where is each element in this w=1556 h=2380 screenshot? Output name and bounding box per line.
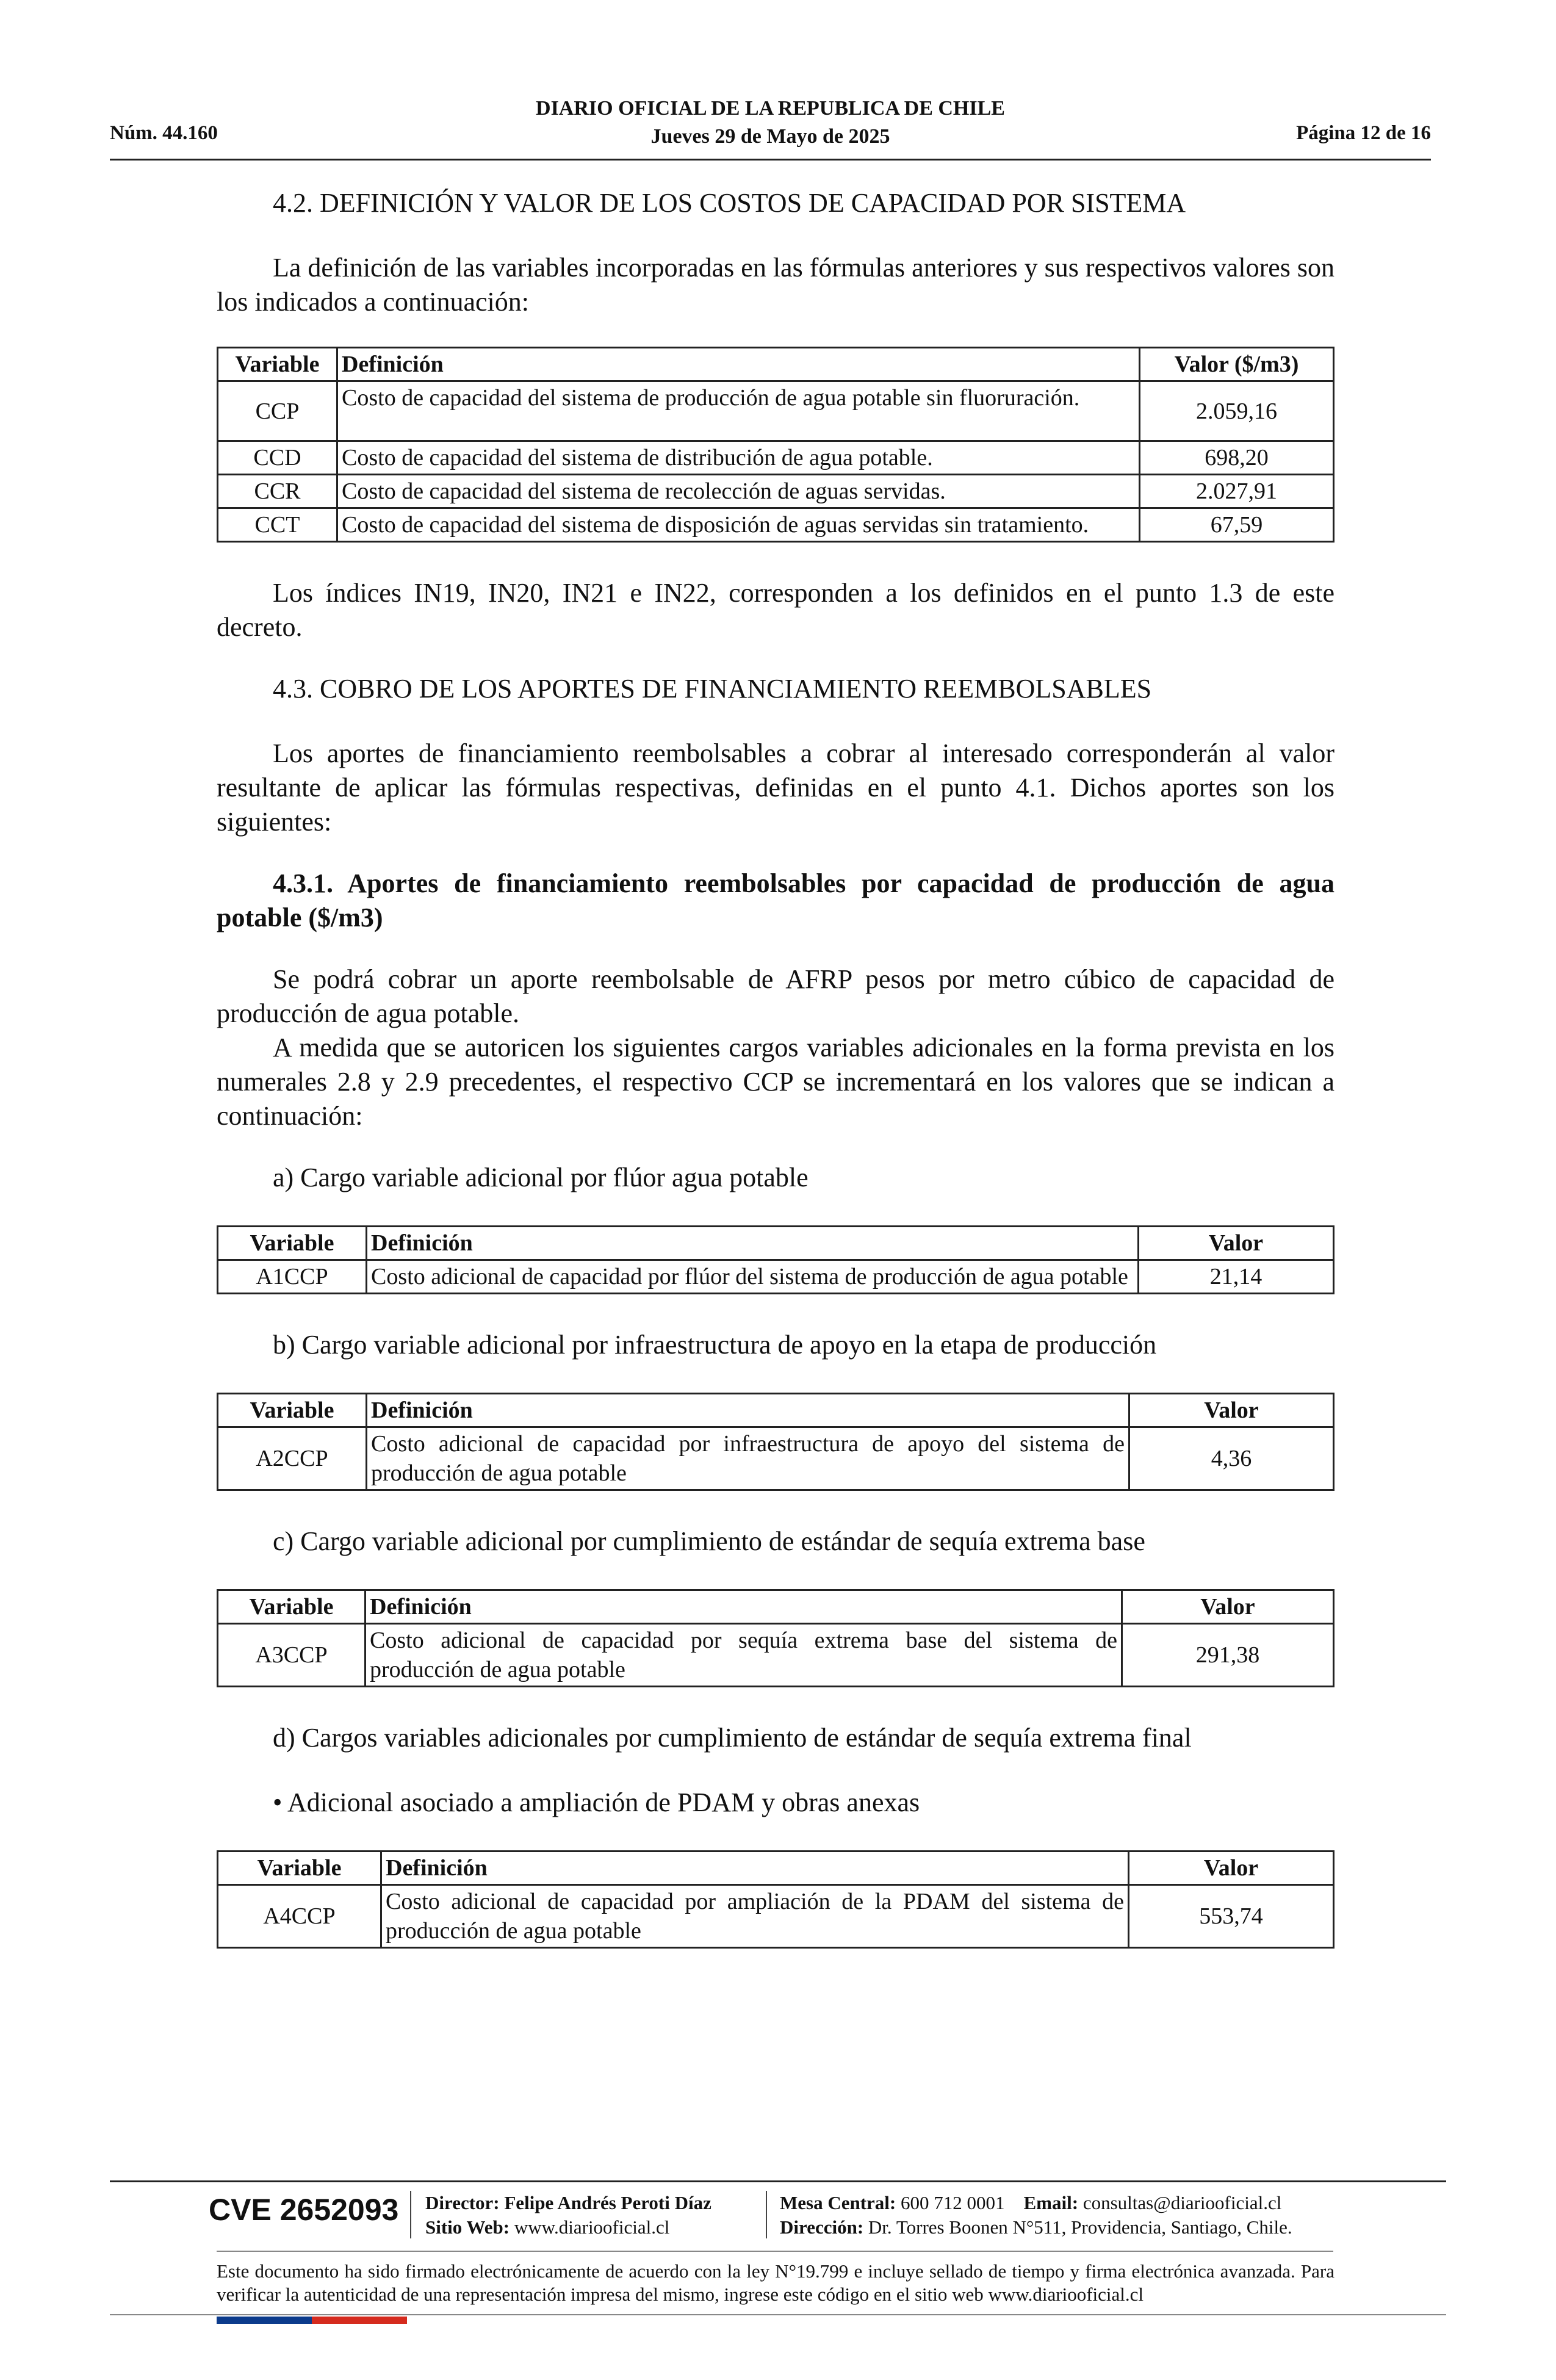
cell-value: 21,14 [1139,1260,1334,1294]
page-number: Página 12 de 16 [1296,122,1431,144]
page-header [110,95,1431,160]
cell-value: 67,59 [1140,508,1334,542]
a4ccp-table [217,1850,1334,1949]
col-value: Valor [1122,1590,1334,1624]
col-value: Valor [1139,1227,1334,1260]
director-name: Felipe Andrés Peroti Díaz [504,2192,711,2213]
flag-red-segment [312,2317,407,2324]
cell-variable: CCP [218,381,337,441]
cell-value: 698,20 [1140,441,1334,475]
cell-definition: Costo adicional de capacidad por ampliación de la PDAM del sistema de producción de agua potable [381,1885,1129,1948]
flag-stripe [217,2317,407,2324]
item-b-title: b) Cargo variable adicional por infraestructura de apoyo en la etapa de producción [273,1330,1157,1360]
section-4-3-heading: 4.3. COBRO DE LOS APORTES DE FINANCIAMIENTO REEMBOLSABLES [273,674,1152,704]
cell-definition: Costo adicional de capacidad por sequía extrema base del sistema de producción de agua potable [366,1624,1122,1687]
publication-date: Jueves 29 de Mayo de 2025 [650,125,890,148]
table-row [218,1885,1334,1948]
table-header-row [218,348,1334,381]
email-link[interactable]: consultas@diariooficial.cl [1082,2192,1282,2213]
col-variable: Variable [218,1590,366,1624]
col-variable: Variable [218,1394,367,1427]
cell-definition: Costo de capacidad del sistema de producción de agua potable sin fluoruración. [337,381,1140,441]
col-definition: Definición [337,348,1140,381]
col-variable: Variable [218,348,337,381]
site-link[interactable]: www.diariooficial.cl [514,2216,670,2238]
footer-divider [110,2180,1446,2182]
mesa-label: Mesa Central: [780,2192,896,2213]
col-value: Valor [1129,1852,1334,1885]
section-4-2-heading: 4.2. DEFINICIÓN Y VALOR DE LOS COSTOS DE CAPACIDAD POR SISTEMA [273,188,1186,218]
capacity-costs-table [217,347,1334,543]
col-value: Valor [1129,1394,1334,1427]
cell-variable: A4CCP [218,1885,381,1948]
item-c-title: c) Cargo variable adicional por cumplimiento de estándar de sequía extrema base [273,1526,1145,1556]
increment-paragraph: A medida que se autoricen los siguientes cargos variables adicionales en la forma prevista en los numerales 2.8 y 2.9 precedentes, el respectivo CCP se incrementará en los valores que se indican a continuación: [217,1033,1334,1131]
a3ccp-table [217,1589,1334,1687]
col-definition: Definición [367,1394,1129,1427]
section-4-3-1-heading: 4.3.1. Aportes de financiamiento reembolsables por capacidad de producción de agua potable ($/m3) [217,868,1334,932]
section-4-2-intro: La definición de las variables incorporadas en las fórmulas anteriores y sus respectivos valores son los indicados a continuación: [217,253,1334,317]
table-row [218,508,1334,542]
bottom-rule [110,2314,1446,2315]
legal-notice: Este documento ha sido firmado electrónicamente de acuerdo con la ley N°19.799 e incluye sellado de tiempo y firma electrónica avanzada. Para verificar la autenticidad de una representación impresa del mismo, ingrese este código en el sitio web www.diariooficial.cl [217,2260,1334,2305]
address-label: Dirección: [780,2216,864,2238]
cell-variable: A1CCP [218,1260,367,1294]
table-row [218,1427,1334,1490]
main-content [217,186,1334,1982]
header-center [110,95,1431,151]
table-header-row [218,1394,1334,1427]
afrp-paragraph: Se podrá cobrar un aporte reembolsable de AFRP pesos por metro cúbico de capacidad de producción de agua potable. [217,964,1334,1028]
table-header-row [218,1852,1334,1885]
item-d-title: d) Cargos variables adicionales por cumplimiento de estándar de sequía extrema final [273,1723,1192,1753]
indices-note: Los índices IN19, IN20, IN21 e IN22, corresponden a los definidos en el punto 1.3 de este decreto. [217,578,1334,642]
footer-separator [766,2191,767,2238]
col-definition: Definición [367,1227,1139,1260]
cell-variable: A2CCP [218,1427,367,1490]
cell-variable: CCR [218,475,337,508]
table-row [218,1260,1334,1294]
item-d-bullet: • Adicional asociado a ampliación de PDAM y obras anexas [273,1787,920,1817]
col-value: Valor ($/m3) [1140,348,1334,381]
footer-separator [410,2191,411,2238]
director-label: Director: [425,2192,500,2213]
flag-blue-segment [217,2317,312,2324]
cell-variable: CCD [218,441,337,475]
table-row [218,475,1334,508]
email-label: Email: [1023,2192,1079,2213]
cell-value: 2.059,16 [1140,381,1334,441]
cell-definition: Costo adicional de capacidad por infraestructura de apoyo del sistema de producción de agua potable [367,1427,1129,1490]
cell-variable: A3CCP [218,1624,366,1687]
cell-definition: Costo adicional de capacidad por flúor del sistema de producción de agua potable [367,1260,1139,1294]
col-definition: Definición [366,1590,1122,1624]
footer-contact-block [780,2191,1292,2240]
site-label: Sitio Web: [425,2216,510,2238]
cell-value: 4,36 [1129,1427,1334,1490]
publication-title: DIARIO OFICIAL DE LA REPUBLICA DE CHILE [536,97,1005,120]
item-a-title: a) Cargo variable adicional por flúor agua potable [273,1163,809,1192]
cell-value: 553,74 [1129,1885,1334,1948]
cell-definition: Costo de capacidad del sistema de recolección de aguas servidas. [337,475,1140,508]
section-4-3-intro: Los aportes de financiamiento reembolsables a cobrar al interesado corresponderán al valor resultante de aplicar las fórmulas respectivas, definidas en el punto 4.1. Dichos aportes son los siguientes: [217,738,1334,837]
footer-director-block [425,2191,711,2240]
cell-variable: CCT [218,508,337,542]
cve-code: CVE 2652093 [209,2193,399,2227]
table-row [218,441,1334,475]
col-variable: Variable [218,1852,381,1885]
cell-value: 2.027,91 [1140,475,1334,508]
cell-value: 291,38 [1122,1624,1334,1687]
a1ccp-table [217,1225,1334,1294]
issue-number: Núm. 44.160 [110,122,218,144]
table-header-row [218,1590,1334,1624]
col-variable: Variable [218,1227,367,1260]
table-row [218,381,1334,441]
address-text: Dr. Torres Boonen N°511, Providencia, Santiago, Chile. [868,2216,1292,2238]
a2ccp-table [217,1393,1334,1491]
footer-rule [217,2251,1333,2252]
mesa-phone: 600 712 0001 [901,2192,1005,2213]
col-definition: Definición [381,1852,1129,1885]
cell-definition: Costo de capacidad del sistema de distribución de agua potable. [337,441,1140,475]
table-row [218,1624,1334,1687]
cell-definition: Costo de capacidad del sistema de disposición de aguas servidas sin tratamiento. [337,508,1140,542]
table-header-row [218,1227,1334,1260]
